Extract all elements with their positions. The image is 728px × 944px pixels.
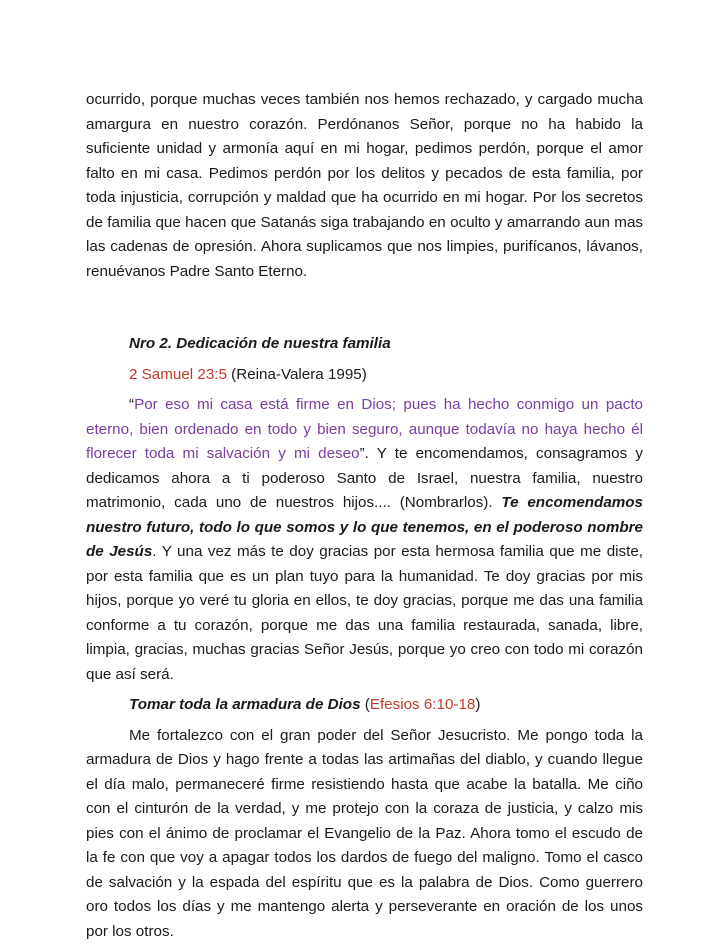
ref-close-paren: ) [475, 696, 480, 713]
emphasis-text: Te encomendamos nuestro futuro, todo lo que somos y lo que tenemos, en el poderoso nombre de Jesús [86, 494, 643, 560]
paragraph-armor-of-god: Me fortalezco con el gran poder del Señor Jesucristo. Me pongo toda la armadura de Dios y hago frente a todas las artimañas del diablo, y cuando llegue el día malo, permaneceré firme resistiendo hasta que acabe la batalla. Me ciño con el cinturón de la verdad, y me protejo con la coraza de justicia, y calzo mis pies con el ánimo de proclamar el Evangelio de la Paz. Ahora tomo el escudo de la fe con que voy a apagar todos los dardos de fuego del maligno. Tomo el casco de salvación y la espada del espíritu que es la palabra de Dios. Como guerrero oro todos los días y me mantengo alerta y perseverante en oración de los unos por los otros. [86, 724, 643, 944]
scripture-reference: Efesios 6:10-18 [370, 696, 476, 713]
section-heading-dedication [86, 332, 643, 357]
open-quote: “ [129, 396, 134, 413]
dedication-rest: . Y una vez más te doy gracias por esta hermosa familia que me diste, por esta familia que es un plan tuyo para la humanidad. Te doy gracias por mis hijos, porque yo veré tu gloria en ellos, te doy gracias, porque me das una familia conforme a tu corazón, porque me das una familia restaurada, sanada, libre, limpia, gracias, muchas gracias Señor Jesús, porque yo creo con todo mi corazón que así será. [86, 543, 643, 683]
scripture-reference-line [86, 363, 643, 388]
paragraph-dedication [86, 393, 643, 687]
heading-text: Tomar toda la armadura de Dios [129, 696, 361, 713]
dedication-text: ”. Y te encomendamos, consagramos y dedicamos ahora a ti poderoso Santo de Israel, nuestra familia, nuestro matrimonio, cada uno de nuestros hijos.... (Nombrarlos). [86, 445, 643, 511]
paragraph-prayer-forgiveness: ocurrido, porque muchas veces también nos hemos rechazado, y cargado mucha amargura en nuestro corazón. Perdónanos Señor, porque no ha habido la suficiente unidad y armonía aquí en mi hogar, pedimos perdón, porque el amor falto en mi casa. Pedimos perdón por los delitos y pecados de esta familia, por toda injusticia, corrupción y maldad que ha ocurrido en mi hogar. Por los secretos de familia que hacen que Satanás siga trabajando en oculto y amarrando aun mas las cadenas de opresión. Ahora suplicamos que nos limpies, purifícanos, lávanos, renuévanos Padre Santo Eterno. [86, 88, 643, 284]
scripture-reference: 2 Samuel 23:5 [129, 366, 227, 383]
section-heading-armor [86, 693, 643, 718]
verse-text: Por eso mi casa está firme en Dios; pues ha hecho conmigo un pacto eterno, bien ordenado en todo y bien seguro, aunque todavía no haya hecho él florecer toda mi salvación y mi deseo [86, 396, 643, 462]
bible-version: (Reina-Valera 1995) [227, 366, 367, 383]
heading-text: Nro 2. Dedicación de nuestra familia [129, 335, 391, 352]
document-body [86, 88, 643, 944]
ref-open-paren: ( [361, 696, 370, 713]
